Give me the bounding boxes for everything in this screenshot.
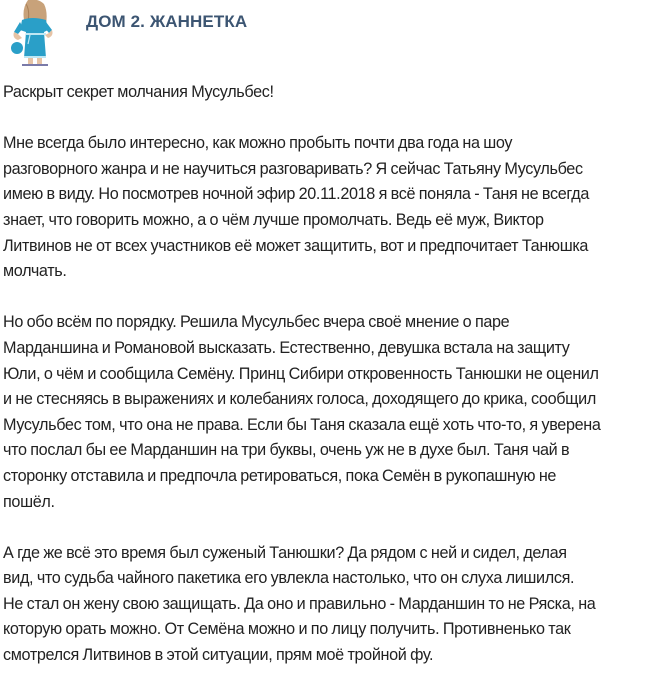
text-line: Мне всегда было интересно, как можно пробыть почти два года на шоу [3, 134, 513, 153]
text-line: пошёл. [3, 492, 55, 511]
text-line: знает, что говорить можно, а о чём лучше промолчать. Ведь её муж, Виктор [3, 210, 544, 229]
text-line: Марданшина и Романовой высказать. Естественно, девушка встала на защиту [3, 338, 570, 357]
article-paragraph [3, 541, 667, 669]
text-line: разговорного жанра и не научиться разговаривать? Я сейчас Татьяну Мусульбес [3, 159, 583, 178]
channel-title[interactable]: ДОМ 2. ЖАННЕТКА [86, 12, 248, 31]
article-headline: Раскрыт секрет молчания Мусульбес! [3, 83, 274, 101]
text-line: Мусульбес том, что она не права. Если бы Таня сказала ещё хоть что-то, я уверена [3, 415, 601, 434]
text-line: Но обо всём по порядку. Решила Мусульбес вчера своё мнение о паре [3, 313, 510, 332]
text-line: Литвинов не от всех участников её может защитить, вот и предпочитает Танюшка [3, 236, 589, 255]
channel-avatar[interactable] [8, 0, 58, 68]
text-line: которую орать можно. От Семёна можно и по лицу получить. Противненько так [3, 620, 571, 639]
text-line: молчать. [3, 262, 67, 281]
text-line: и не стесняясь в выражениях и колебаниях голоса, доходящего до крика, сообщил [3, 390, 596, 409]
article-body [3, 80, 667, 694]
text-line: смотрелся Литвинов в этой ситуации, прям моё тройной фу. [3, 646, 434, 665]
text-line: сторонку отставила и предпочла ретироваться, пока Семён в рукопашную не [3, 466, 557, 485]
text-line: что послал бы ее Марданшин на три буквы, очень уж не в духе был. Таня чай в [3, 441, 570, 460]
text-line: имею в виду. Но посмотрев ночной эфир 20.11.2018 я всё поняла - Таня не всегда [3, 185, 589, 204]
article-paragraph [3, 131, 667, 285]
text-line: вид, что судьба чайного пакетика его увлекла настолько, что он слуха лишился. [3, 569, 575, 588]
text-line: Юли, о чём и сообщила Семёну. Принц Сибири откровенность Танюшки не оценил [3, 364, 599, 383]
avatar-woman-icon [8, 0, 58, 68]
article-paragraph [3, 310, 667, 515]
text-line: А где же всё это время был суженый Танюшки? Да рядом с ней и сидел, делая [3, 543, 567, 562]
text-line: Не стал он жену свою защищать. Да оно и правильно - Марданшин то не Ряска, на [3, 594, 596, 613]
channel-header [0, 0, 670, 70]
